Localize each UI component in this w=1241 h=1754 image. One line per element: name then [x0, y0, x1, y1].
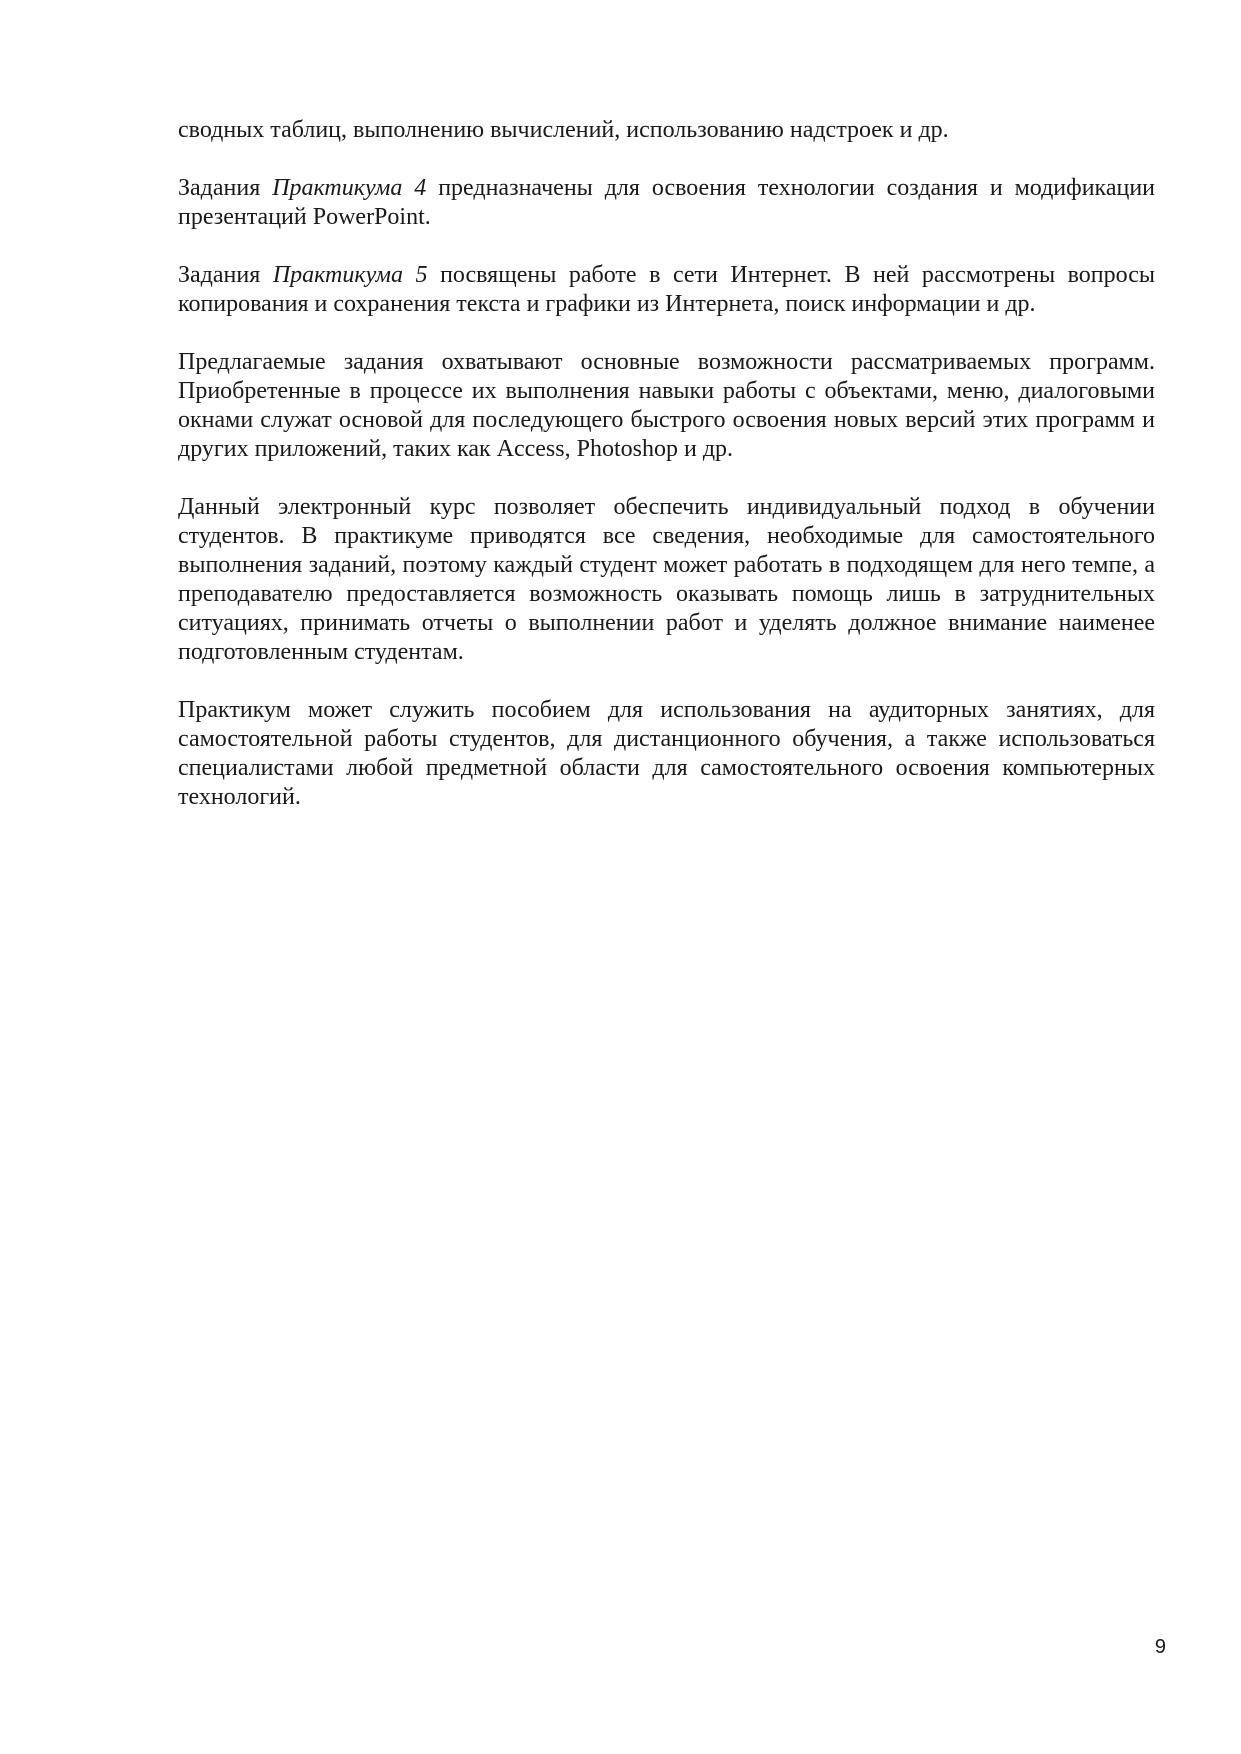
paragraph-practicum-4-lead: Задания	[178, 175, 273, 201]
paragraph-practicum-4	[178, 174, 1155, 232]
paragraph-practicum-4-rest: предназначены для освоения технологии создания и модификации презентаций PowerPoint.	[178, 175, 1156, 230]
paragraph-practicum-5-rest: посвящены работе в сети Интернет. В ней рассмотрены вопросы копирования и сохранения текста и графики из Интернета, поиск информации и др.	[178, 262, 1156, 317]
practicum-5-emphasis: Практикума 5	[272, 262, 428, 288]
paragraph-practicum-usage: Практикум может служить пособием для использования на аудиторных занятиях, для самостоятельной работы студентов, для дистанционного обучения, а также использоваться специалистами любой предметной области для самостоятельного освоения компьютерных технологий.	[178, 697, 1155, 810]
paragraph-electronic-course: Данный электронный курс позволяет обеспечить индивидуальный подход в обучении студентов. В практикуме приводятся все сведения, необходимые для самостоятельного выполнения заданий, поэтому каждый студент может работать в подходящем для него темпе, а преподавателю предоставляется возможность оказывать помощь лишь в затруднительных ситуациях, принимать отчеты о выполнении работ и уделять должное внимание наименее подготовленным студентам.	[178, 494, 1155, 665]
page-body	[178, 116, 1155, 841]
page-number: 9	[1154, 1636, 1166, 1658]
paragraph-proposed-tasks: Предлагаемые задания охватывают основные возможности рассматриваемых программ. Приобретенные в процессе их выполнения навыки работы с объектами, меню, диалоговыми окнами служат основой для последующего быстрого освоения новых версий этих программ и других приложений, таких как Access, Photoshop и др.	[178, 349, 1155, 462]
paragraph-practicum-5	[178, 261, 1155, 319]
paragraph-pivot-tables: сводных таблиц, выполнению вычислений, использованию надстроек и др.	[178, 117, 949, 143]
paragraph-practicum-5-lead: Задания	[178, 262, 273, 288]
practicum-4-emphasis: Практикума 4	[272, 175, 427, 201]
